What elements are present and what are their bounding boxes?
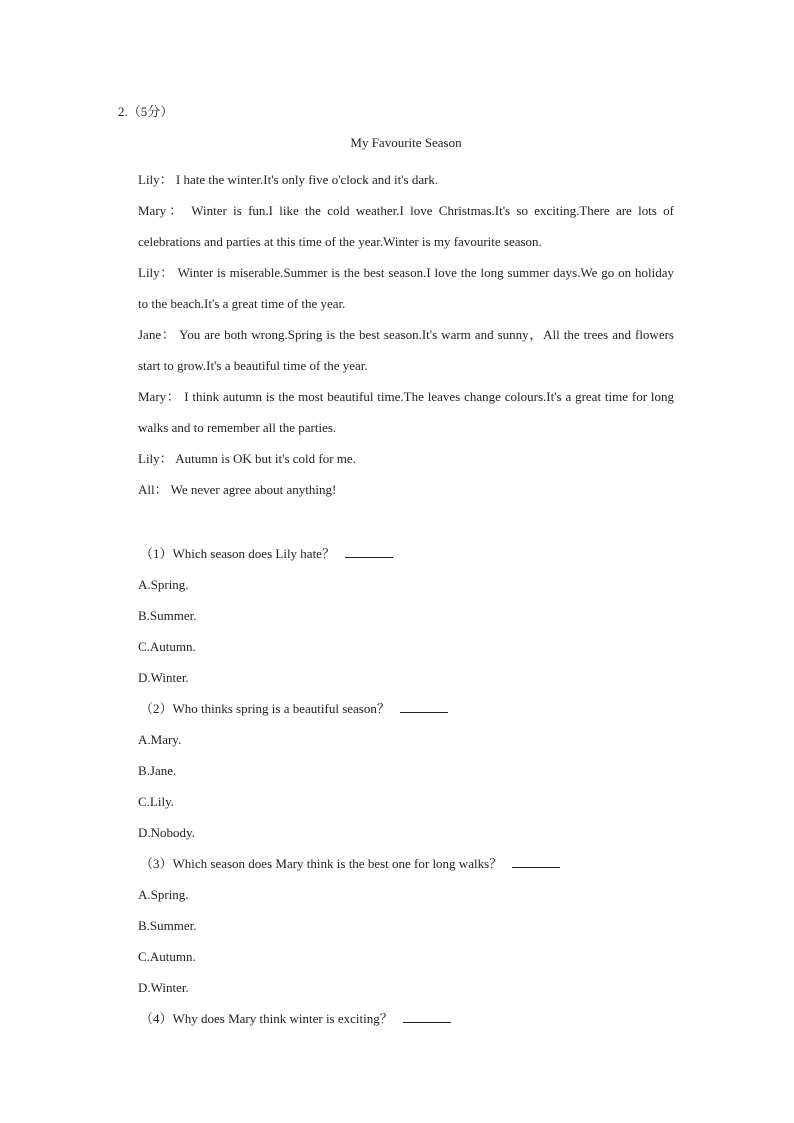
turn-text: We never agree about anything! (170, 482, 337, 497)
question-prompt: （3）Which season does Mary think is the best one for long walks？ (140, 856, 503, 871)
answer-blank[interactable] (403, 1010, 451, 1023)
option-a: A.Spring. (138, 887, 189, 902)
question-list (138, 538, 674, 1034)
answer-blank[interactable] (345, 545, 393, 558)
question-4 (138, 1003, 674, 1034)
question-prompt: （4）Why does Mary think winter is exciting？ (140, 1011, 393, 1026)
option-d: D.Winter. (138, 980, 189, 995)
turn-text: I think autumn is the most beautiful time.The leaves change colours.It's a great time for long walks and to remember all the parties. (138, 389, 674, 435)
dialogue-turn (138, 164, 674, 195)
dialogue-turn (138, 195, 674, 257)
turn-text: Autumn is OK but it's cold for me. (175, 451, 356, 466)
answer-blank[interactable] (512, 855, 560, 868)
option-d: D.Winter. (138, 670, 189, 685)
answer-blank[interactable] (400, 700, 448, 713)
option-a: A.Mary. (138, 732, 182, 747)
speaker-name: Mary： (138, 389, 181, 404)
question-1 (138, 538, 674, 569)
question-prompt: （1）Which season does Lily hate？ (140, 546, 335, 561)
question-prompt: （2）Who thinks spring is a beautiful season？ (140, 701, 390, 716)
turn-text: You are both wrong.Spring is the best season.It's warm and sunny，All the trees and flowers start to grow.It's a beautiful time of the year. (138, 327, 674, 373)
dialogue-turn (138, 474, 674, 505)
option-d: D.Nobody. (138, 825, 195, 840)
question-2 (138, 693, 674, 724)
option-b: B.Summer. (138, 918, 197, 933)
speaker-name: All： (138, 482, 168, 497)
speaker-name: Lily： (138, 265, 174, 280)
dialogue-turn (138, 257, 674, 319)
option-a: A.Spring. (138, 577, 189, 592)
option-b: B.Jane. (138, 763, 177, 778)
turn-text: Winter is miserable.Summer is the best season.I love the long summer days.We go on holiday to the beach.It's a great time of the year. (138, 265, 675, 311)
turn-text: I hate the winter.It's only five o'clock and it's dark. (175, 172, 439, 187)
option-c: C.Lily. (138, 794, 174, 809)
turn-text: Winter is fun.I like the cold weather.I love Christmas.It's so exciting.There are lots of celebrations and parties at this time of the year.Winter is my favourite season. (138, 203, 674, 249)
speaker-name: Lily： (138, 172, 173, 187)
dialogue-turn (138, 381, 674, 443)
option-b: B.Summer. (138, 608, 197, 623)
dialogue (138, 164, 674, 505)
speaker-name: Jane： (138, 327, 176, 342)
question-3 (138, 848, 674, 879)
question-number: 2.（5分） (118, 104, 174, 119)
dialogue-turn (138, 319, 674, 381)
dialogue-turn (138, 443, 674, 474)
speaker-name: Mary： (138, 203, 186, 218)
passage-title: My Favourite Season (350, 135, 462, 150)
option-c: C.Autumn. (138, 639, 196, 654)
speaker-name: Lily： (138, 451, 173, 466)
option-c: C.Autumn. (138, 949, 196, 964)
